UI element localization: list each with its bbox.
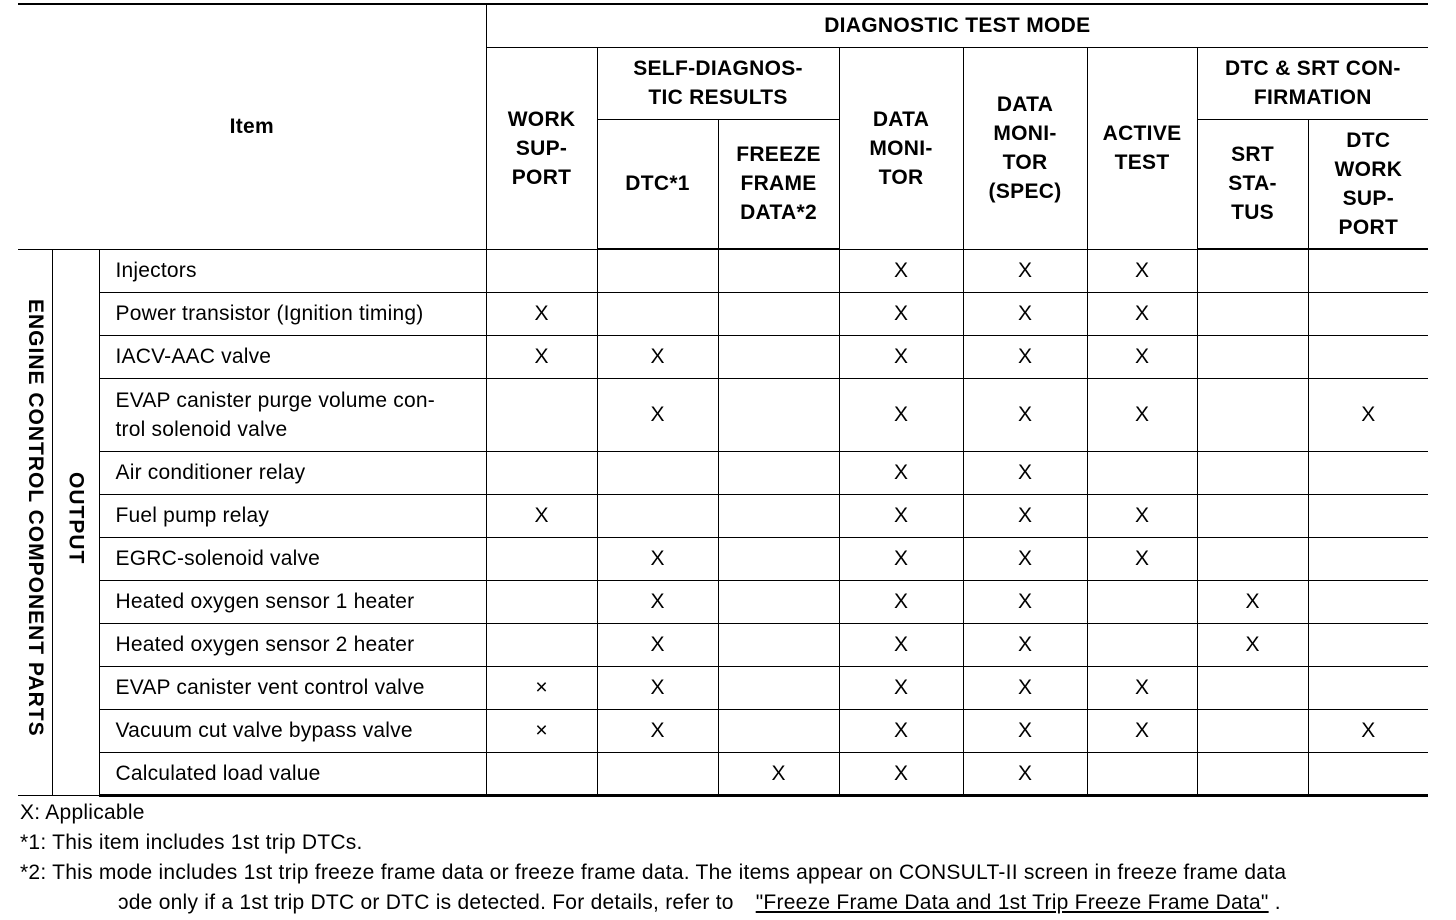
cell-data-monitor-spec: X [963, 451, 1087, 494]
cell-dtc-work-support [1308, 537, 1428, 580]
row-item: EGRC-solenoid valve [99, 537, 486, 580]
row-item: Fuel pump relay [99, 494, 486, 537]
cell-work-support: X [486, 494, 597, 537]
cell-data-monitor-spec: X [963, 378, 1087, 451]
cell-active-test: X [1087, 292, 1197, 335]
row-item: Heated oxygen sensor 2 heater [99, 623, 486, 666]
row-item: Heated oxygen sensor 1 heater [99, 580, 486, 623]
subgroup-label: OUTPUT [64, 471, 88, 565]
cell-dtc: X [597, 709, 718, 752]
cell-dtc-work-support [1308, 292, 1428, 335]
cell-freeze-frame [718, 537, 839, 580]
cell-dtc [597, 249, 718, 292]
cell-work-support: × [486, 709, 597, 752]
cell-active-test [1087, 451, 1197, 494]
cell-work-support [486, 451, 597, 494]
cell-freeze-frame [718, 249, 839, 292]
note-2-end: . [1274, 891, 1281, 914]
cell-dtc-work-support [1308, 666, 1428, 709]
cell-work-support [486, 249, 597, 292]
row-item: Vacuum cut valve bypass valve [99, 709, 486, 752]
cell-srt-status [1197, 292, 1308, 335]
cell-dtc-work-support [1308, 623, 1428, 666]
cell-active-test: X [1087, 378, 1197, 451]
note-2-line-2 [20, 888, 1440, 918]
table-row [18, 292, 1428, 335]
cell-data-monitor: X [839, 580, 963, 623]
header-dtc-srt-confirmation: DTC & SRT CON- FIRMATION [1197, 47, 1428, 119]
cell-data-monitor-spec: X [963, 709, 1087, 752]
cell-freeze-frame [718, 292, 839, 335]
subgroup-label-cell [52, 249, 99, 795]
cell-work-support: X [486, 292, 597, 335]
table-row [18, 451, 1428, 494]
cell-freeze-frame [718, 666, 839, 709]
cell-work-support [486, 580, 597, 623]
table-row [18, 494, 1428, 537]
table-row [18, 335, 1428, 378]
cell-dtc: X [597, 580, 718, 623]
table-row [18, 249, 1428, 292]
cell-srt-status [1197, 378, 1308, 451]
cell-dtc [597, 752, 718, 795]
row-item: IACV-AAC valve [99, 335, 486, 378]
cell-data-monitor: X [839, 623, 963, 666]
cell-srt-status [1197, 249, 1308, 292]
header-diagnostic-test-mode: DIAGNOSTIC TEST MODE [486, 4, 1428, 47]
table-row [18, 666, 1428, 709]
table-row [18, 378, 1428, 451]
table-row [18, 709, 1428, 752]
header-freeze-frame-data: FREEZE FRAME DATA*2 [718, 119, 839, 249]
header-self-diagnostic-results: SELF-DIAGNOS- TIC RESULTS [597, 47, 839, 119]
freeze-frame-data-link[interactable]: "Freeze Frame Data and 1st Trip Freeze Frame Data" [755, 891, 1269, 914]
note-1: *1: This item includes 1st trip DTCs. [20, 831, 363, 854]
cell-active-test [1087, 752, 1197, 795]
table-row [18, 752, 1428, 795]
cell-dtc: X [597, 623, 718, 666]
note-2-line-1: *2: This mode includes 1st trip freeze frame data or freeze frame data. The items appear on CONSULT-II screen in freeze frame data [20, 861, 1287, 884]
cell-srt-status [1197, 709, 1308, 752]
note-2-text: ɔde only if a 1st trip DTC or DTC is detected. For details, refer to [118, 891, 734, 914]
cell-freeze-frame: X [718, 752, 839, 795]
table-row [18, 537, 1428, 580]
header-item: Item [18, 4, 486, 249]
cell-srt-status: X [1197, 623, 1308, 666]
note-applicable: X: Applicable [20, 801, 145, 824]
cell-data-monitor: X [839, 752, 963, 795]
cell-data-monitor-spec: X [963, 335, 1087, 378]
cell-dtc: X [597, 378, 718, 451]
table-row [18, 580, 1428, 623]
cell-active-test: X [1087, 709, 1197, 752]
cell-srt-status: X [1197, 580, 1308, 623]
cell-active-test: X [1087, 666, 1197, 709]
cell-srt-status [1197, 752, 1308, 795]
cell-active-test: X [1087, 335, 1197, 378]
header-srt-status: SRT STA- TUS [1197, 119, 1308, 249]
row-item: EVAP canister vent control valve [99, 666, 486, 709]
header-data-monitor: DATA MONI- TOR [839, 47, 963, 249]
cell-dtc: X [597, 666, 718, 709]
cell-work-support: × [486, 666, 597, 709]
cell-data-monitor: X [839, 709, 963, 752]
cell-dtc [597, 292, 718, 335]
group-label: ENGINE CONTROL COMPONENT PARTS [23, 299, 47, 737]
cell-dtc-work-support: X [1308, 709, 1428, 752]
cell-dtc-work-support [1308, 580, 1428, 623]
cell-dtc [597, 451, 718, 494]
cell-work-support [486, 752, 597, 795]
header-dtc: DTC*1 [597, 119, 718, 249]
cell-data-monitor: X [839, 666, 963, 709]
cell-data-monitor-spec: X [963, 623, 1087, 666]
cell-dtc-work-support [1308, 335, 1428, 378]
cell-dtc-work-support [1308, 494, 1428, 537]
cell-data-monitor: X [839, 451, 963, 494]
cell-srt-status [1197, 537, 1308, 580]
cell-data-monitor: X [839, 537, 963, 580]
cell-work-support [486, 378, 597, 451]
row-item: Calculated load value [99, 752, 486, 795]
cell-dtc-work-support: X [1308, 378, 1428, 451]
cell-dtc-work-support [1308, 752, 1428, 795]
cell-active-test [1087, 623, 1197, 666]
cell-data-monitor-spec: X [963, 292, 1087, 335]
cell-active-test: X [1087, 494, 1197, 537]
cell-data-monitor: X [839, 335, 963, 378]
cell-freeze-frame [718, 580, 839, 623]
cell-srt-status [1197, 494, 1308, 537]
cell-freeze-frame [718, 335, 839, 378]
row-item: Injectors [99, 249, 486, 292]
cell-work-support [486, 537, 597, 580]
cell-work-support [486, 623, 597, 666]
cell-dtc: X [597, 537, 718, 580]
cell-freeze-frame [718, 623, 839, 666]
cell-freeze-frame [718, 451, 839, 494]
cell-active-test: X [1087, 537, 1197, 580]
cell-srt-status [1197, 666, 1308, 709]
cell-data-monitor-spec: X [963, 537, 1087, 580]
header-active-test: ACTIVE TEST [1087, 47, 1197, 249]
cell-active-test: X [1087, 249, 1197, 292]
row-item: Air conditioner relay [99, 451, 486, 494]
header-dtc-work-support: DTC WORK SUP- PORT [1308, 119, 1428, 249]
cell-data-monitor-spec: X [963, 494, 1087, 537]
cell-active-test [1087, 580, 1197, 623]
cell-dtc-work-support [1308, 451, 1428, 494]
header-data-monitor-spec: DATA MONI- TOR (SPEC) [963, 47, 1087, 249]
cell-srt-status [1197, 451, 1308, 494]
row-item: EVAP canister purge volume con- trol solenoid valve [99, 378, 486, 451]
cell-freeze-frame [718, 709, 839, 752]
cell-freeze-frame [718, 494, 839, 537]
group-label-cell [18, 249, 52, 795]
cell-data-monitor-spec: X [963, 249, 1087, 292]
cell-data-monitor: X [839, 292, 963, 335]
header-work-support: WORK SUP- PORT [486, 47, 597, 249]
cell-data-monitor: X [839, 249, 963, 292]
table-footnotes [20, 798, 1440, 918]
row-item: Power transistor (Ignition timing) [99, 292, 486, 335]
cell-dtc [597, 494, 718, 537]
cell-data-monitor-spec: X [963, 666, 1087, 709]
cell-srt-status [1197, 335, 1308, 378]
cell-freeze-frame [718, 378, 839, 451]
table-row [18, 623, 1428, 666]
cell-work-support: X [486, 335, 597, 378]
cell-data-monitor: X [839, 378, 963, 451]
cell-data-monitor: X [839, 494, 963, 537]
diagnostic-mode-table [18, 3, 1428, 797]
cell-dtc: X [597, 335, 718, 378]
cell-data-monitor-spec: X [963, 580, 1087, 623]
cell-data-monitor-spec: X [963, 752, 1087, 795]
cell-dtc-work-support [1308, 249, 1428, 292]
